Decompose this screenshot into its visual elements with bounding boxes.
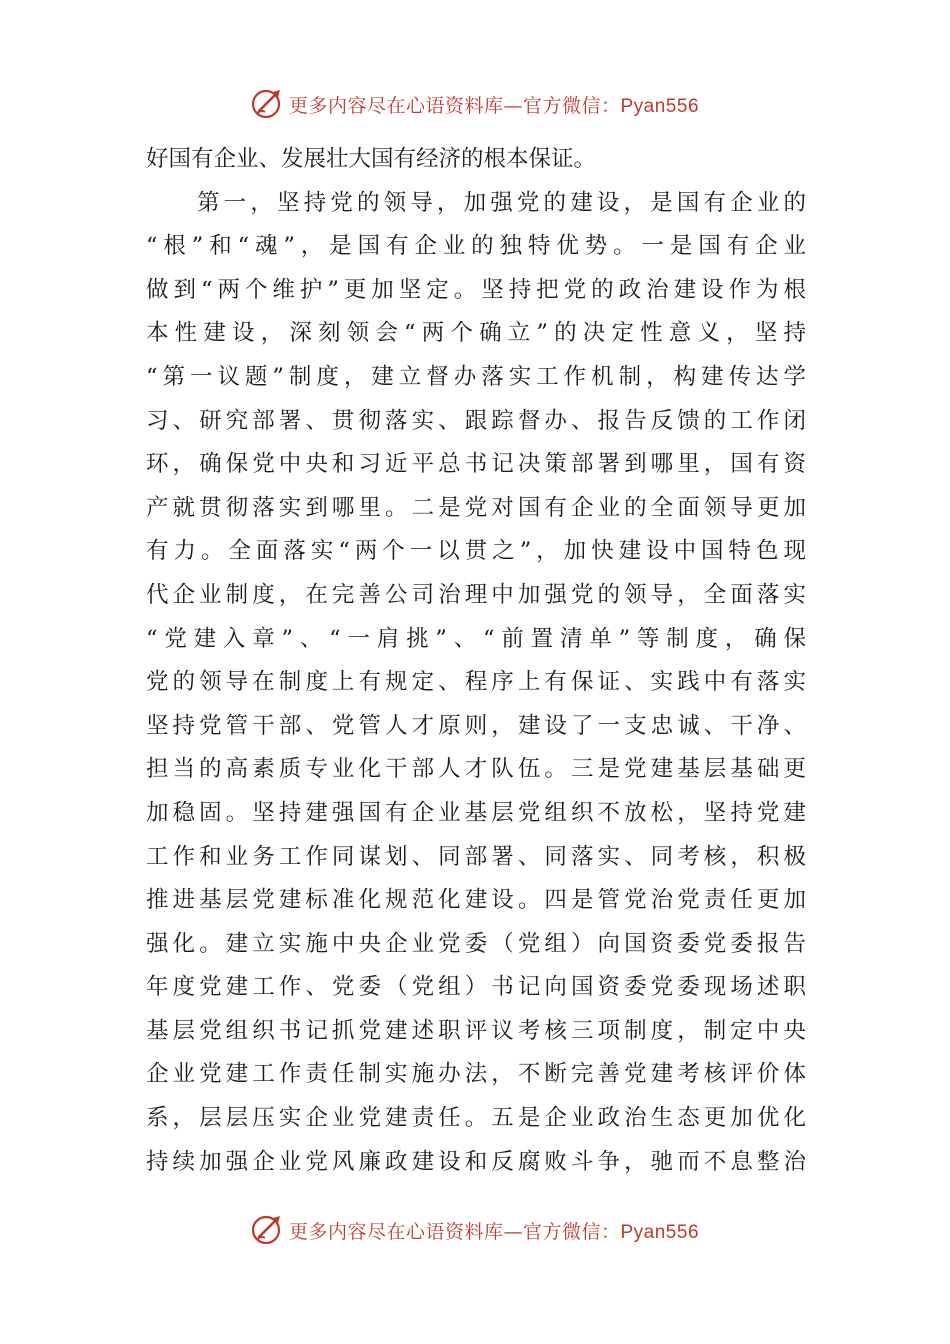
text-line: 推进基层党建标准化规范化建设。四是管党治党责任更加 (146, 887, 806, 914)
text-line: 第一，坚持党的领导，加强党的建设，是国有企业的 (197, 189, 806, 216)
text-line: “第一议题”制度，建立督办落实工作机制，构建传达学 (146, 363, 806, 390)
text-line: 代企业制度，在完善公司治理中加强党的领导，全面落实 (146, 581, 806, 608)
text-line: 本性建设，深刻领会“两个确立”的决定性意义，坚持 (146, 320, 806, 347)
text-line: 加稳固。坚持建强国有企业基层党组织不放松，坚持党建 (146, 799, 806, 826)
text-line: 基层党组织书记抓党建述职评议考核三项制度，制定中央 (146, 1017, 806, 1044)
wechat-id: Pyan556 (620, 95, 700, 117)
text-line: 坚持党管干部、党管人才原则，建设了一支忠诚、干净、 (146, 712, 806, 739)
text-line: 党的领导在制度上有规定、程序上有保证、实践中有落实 (146, 669, 806, 696)
text-line: 做到“两个维护”更加坚定。坚持把党的政治建设作为根 (146, 276, 806, 303)
text-line: 产就贯彻落实到哪里。二是党对国有企业的全面领导更加 (146, 494, 806, 521)
banner-text (289, 1217, 699, 1244)
text-line: 企业党建工作责任制实施办法，不断完善党建考核评价体 (146, 1061, 806, 1088)
site-text: 更多内容尽在心语资料库 (288, 94, 504, 117)
document-body (146, 138, 806, 1184)
banner-text (289, 91, 699, 118)
site-text: 更多内容尽在心语资料库 (288, 1220, 504, 1243)
text-line: 持续加强企业党风廉政建设和反腐败斗争，驰而不息整治 (146, 1148, 806, 1175)
banner-separator: — (503, 1220, 523, 1243)
banner-separator: — (503, 94, 523, 117)
text-line: 年度党建工作、党委（党组）书记向国资委党委现场述职 (146, 974, 806, 1001)
official-label: 官方微信： (522, 94, 621, 117)
text-line: “党建入章”、“一肩挑”、“前置清单”等制度，确保 (146, 625, 806, 652)
text-line: 习、研究部署、贯彻落实、跟踪督办、报告反馈的工作闭 (146, 407, 806, 434)
text-line: 工作和业务工作同谋划、同部署、同落实、同考核，积极 (146, 843, 806, 870)
header-banner (0, 84, 950, 124)
text-line: 强化。建立实施中央企业党委（党组）向国资委党委报告 (146, 930, 806, 957)
wechat-id: Pyan556 (620, 1221, 700, 1243)
footer-banner (0, 1210, 950, 1250)
text-line: “根”和“魂”，是国有企业的独特优势。一是国有企业 (146, 233, 806, 260)
official-label: 官方微信： (522, 1220, 621, 1243)
text-line: 系，层层压实企业党建责任。五是企业政治生态更加优化 (146, 1105, 806, 1132)
text-line: 好国有企业、发展壮大国有经济的根本保证。 (146, 146, 597, 172)
text-line: 环，确保党中央和习近平总书记决策部署到哪里，国有资 (146, 451, 806, 478)
pen-logo-icon (251, 1213, 285, 1247)
text-line: 有力。全面落实“两个一以贯之”，加快建设中国特色现 (146, 538, 806, 565)
pen-logo-icon (251, 87, 285, 121)
text-line: 担当的高素质专业化干部人才队伍。三是党建基层基础更 (146, 756, 806, 783)
